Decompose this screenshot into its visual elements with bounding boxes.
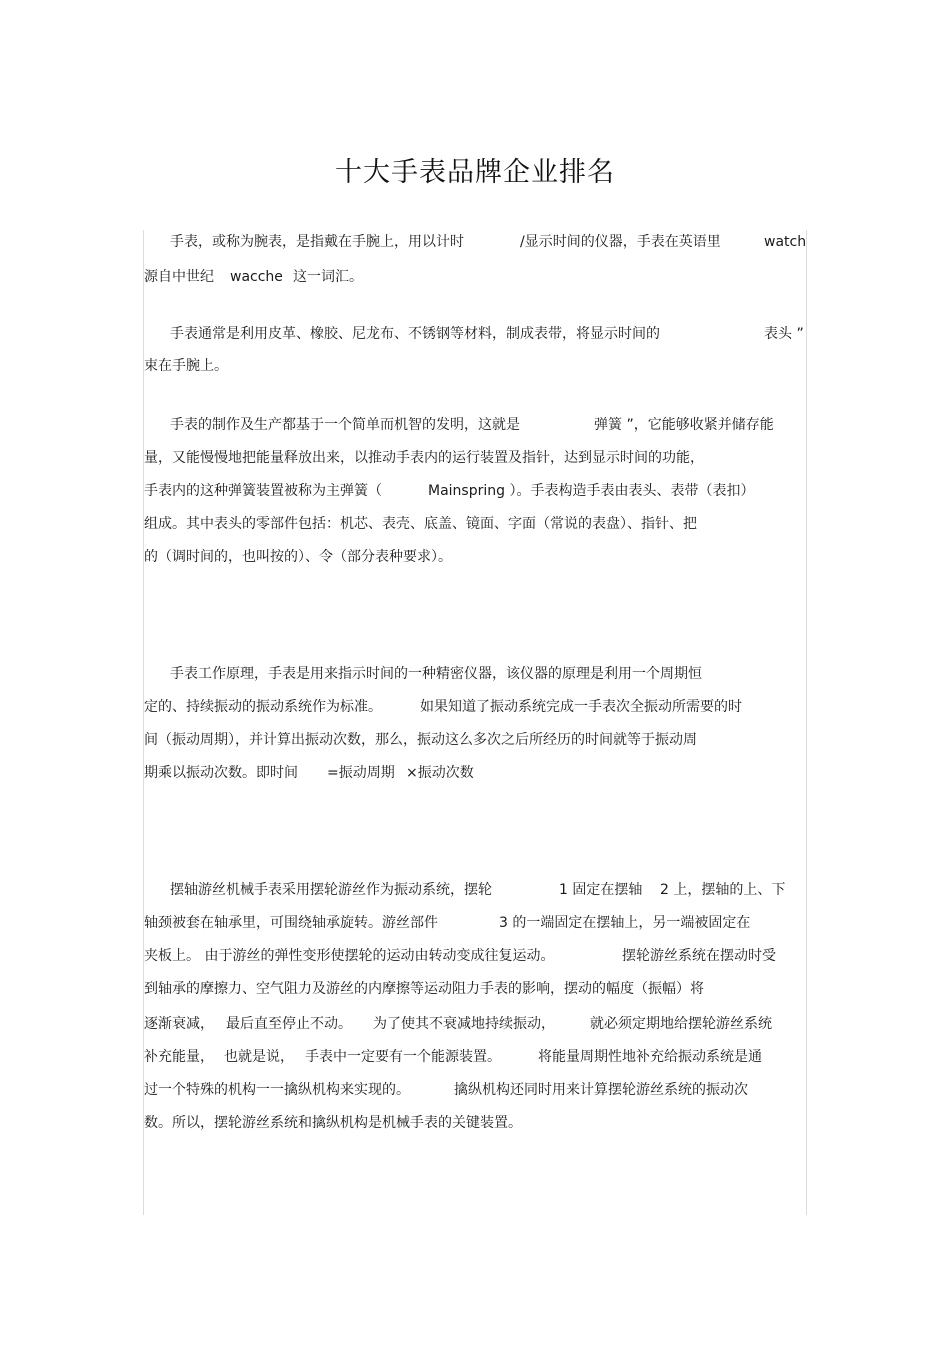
text-segment: 擒纵机构还同时用来计算摆轮游丝系统的振动次 <box>454 1082 748 1098</box>
text-segment: 手表中一定要有一个能源装置。 <box>305 1049 501 1065</box>
document-title: 十大手表品牌企业排名 <box>335 157 615 188</box>
text-segment: 摆轮游丝系统在摆动时受 <box>622 948 776 964</box>
text-segment: 摆轴游丝机械手表采用摆轮游丝作为振动系统，摆轮 <box>170 882 492 898</box>
text-line <box>144 878 806 902</box>
text-segment: 定的、持续振动的振动系统作为标准。 <box>144 699 382 715</box>
text-line <box>144 1012 806 1036</box>
text-segment: Mainspring ）。手表构造手表由表头、表带（表扣） <box>428 483 755 499</box>
text-segment: =振动周期 <box>327 765 395 781</box>
text-segment: 量，又能慢慢地把能量释放出来，以推动手表内的运行装置及指针，达到显示时间的功能， <box>144 450 704 466</box>
text-line <box>144 761 806 785</box>
text-segment: ×振动次数 <box>406 765 474 781</box>
text-line <box>144 695 806 719</box>
text-line <box>144 479 806 503</box>
text-segment: 3 的一端固定在摆轴上，另一端被固定在 <box>499 915 751 931</box>
text-line <box>144 322 806 346</box>
text-segment: 过一个特殊的机构一一擒纵机构来实现的。 <box>144 1082 410 1098</box>
text-segment: wacche <box>230 269 283 285</box>
text-line <box>144 354 806 378</box>
text-segment: 束在手腕上。 <box>144 358 228 374</box>
text-segment: 手表，或称为腕表，是指戴在手腕上，用以计时 <box>170 234 464 250</box>
text-segment: watch <box>764 234 807 250</box>
text-segment: 手表内的这种弹簧装置被称为主弹簧（ <box>144 483 382 499</box>
text-segment: 这一词汇。 <box>293 269 363 285</box>
text-segment: 将能量周期性地补充给振动系统是通 <box>538 1049 762 1065</box>
text-segment: 就必须定期地给摆轮游丝系统 <box>590 1016 772 1032</box>
text-line <box>144 512 806 536</box>
text-line <box>144 545 806 569</box>
margin-rule-right <box>806 230 807 1215</box>
text-segment: 弹簧 ”，它能够收紧并储存能 <box>594 417 774 433</box>
text-segment: 组成。其中表头的零部件包括：机芯、表壳、底盖、镜面、字面（常说的表盘）、指针、把 <box>144 516 697 532</box>
text-line <box>144 1045 806 1069</box>
text-segment: 手表通常是利用皮革、橡胶、尼龙布、不锈钢等材料，制成表带，将显示时间的 <box>170 326 660 342</box>
text-segment: 也就是说， <box>224 1049 294 1065</box>
text-segment: 2 上，摆轴的上、下 <box>660 882 786 898</box>
text-segment: 间（振动周期），并计算出振动次数，那么，振动这么多次之后所经历的时间就等于振动周 <box>144 732 697 748</box>
text-segment: 到轴承的摩擦力、空气阻力及游丝的内摩擦等运动阻力手表的影响，摆动的幅度（振幅）将 <box>144 981 704 997</box>
text-line <box>144 944 806 968</box>
text-line <box>144 1078 806 1102</box>
text-segment: 期乘以振动次数。即时间 <box>144 765 298 781</box>
text-line <box>144 911 806 935</box>
text-segment: 表头 ” <box>764 326 804 342</box>
text-line <box>144 446 806 470</box>
text-segment: 为了使其不衰减地持续振动， <box>373 1016 555 1032</box>
text-segment: 夹板上。 由于游丝的弹性变形使摆轮的运动由转动变成往复运动。 <box>144 948 555 964</box>
text-line <box>144 1111 806 1135</box>
text-line <box>144 662 806 686</box>
text-segment: 源自中世纪 <box>144 269 214 285</box>
text-segment: 手表工作原理，手表是用来指示时间的一种精密仪器，该仪器的原理是利用一个周期恒 <box>170 666 702 682</box>
text-segment: 补充能量， <box>144 1049 214 1065</box>
text-line <box>144 230 806 254</box>
text-segment: /显示时间的仪器，手表在英语里 <box>520 234 721 250</box>
text-segment: 轴颈被套在轴承里，可围绕轴承旋转。游丝部件 <box>144 915 438 931</box>
text-segment: 的（调时间的，也叫按的）、令（部分表种要求）。 <box>144 549 452 565</box>
text-segment: 逐渐衰减， <box>144 1016 214 1032</box>
text-segment: 数。所以，摆轮游丝系统和擒纵机构是机械手表的关键装置。 <box>144 1115 522 1131</box>
text-line <box>144 265 806 289</box>
text-line <box>144 977 806 1001</box>
text-segment: 手表的制作及生产都基于一个简单而机智的发明，这就是 <box>170 417 520 433</box>
text-segment: 如果知道了振动系统完成一手表次全振动所需要的时 <box>420 699 742 715</box>
text-segment: 1 固定在摆轴 <box>559 882 643 898</box>
text-line <box>144 413 806 437</box>
text-segment: 最后直至停止不动。 <box>226 1016 352 1032</box>
text-line <box>144 728 806 752</box>
